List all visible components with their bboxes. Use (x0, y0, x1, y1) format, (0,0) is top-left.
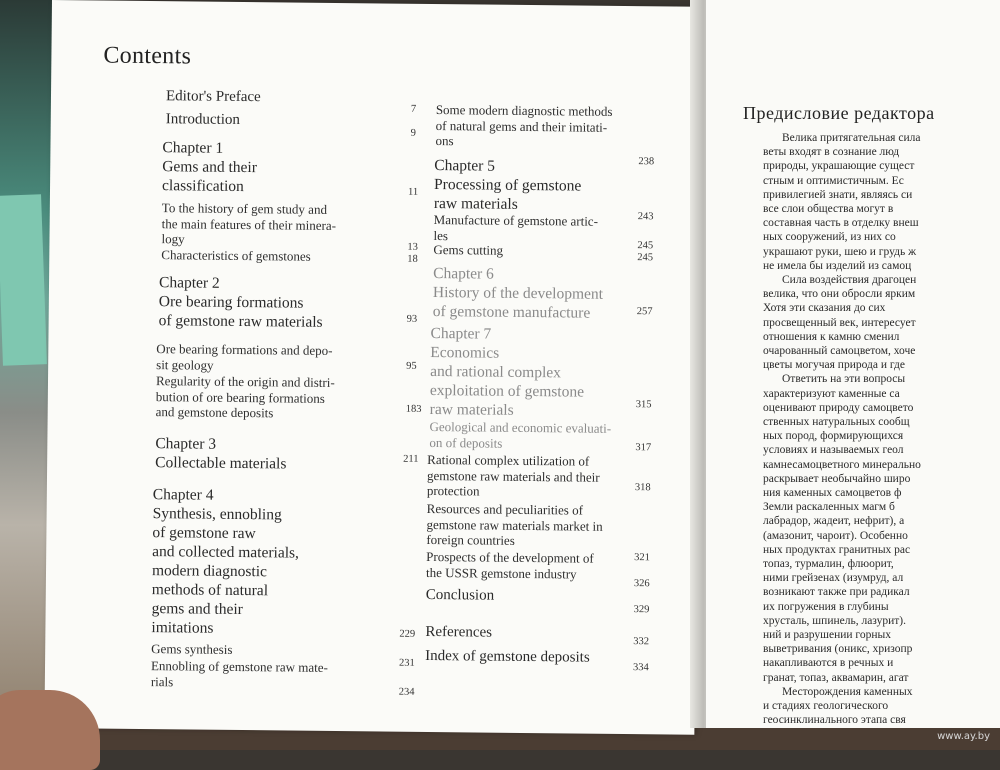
page-number: 229 (399, 628, 416, 640)
toc-right-entry (426, 501, 603, 549)
toc-left-entry (166, 87, 261, 106)
toc-right-entry (425, 623, 492, 642)
page-number: 315 (635, 399, 652, 411)
toc-entry-line: exploitation of gemstone (429, 381, 585, 401)
toc-entry-line: Characteristics of gemstones (161, 247, 311, 264)
toc-right-entry (430, 324, 585, 421)
toc-left-entry (151, 658, 328, 691)
preface-line: украшают руки, шею и грудь ж (763, 245, 917, 258)
toc-left-entry (151, 485, 299, 639)
chapter-heading: Chapter 6 (433, 265, 494, 283)
toc-entry-line: Gems cutting (433, 242, 504, 258)
preface-line: ственных натуральных сообщ (763, 416, 910, 428)
toc-entry-line: les (433, 227, 449, 243)
toc-right-entry (427, 452, 600, 500)
toc-entry-line: rials (150, 673, 174, 689)
preface-line: Земли раскаленных магм б (763, 501, 895, 514)
toc-entry-line: Ore bearing formations (158, 293, 304, 312)
toc-right-entry (429, 419, 611, 452)
page-number: 211 (403, 453, 419, 465)
preface-line: Месторождения каменных (782, 685, 913, 698)
toc-left-entry (161, 200, 336, 248)
preface-line: хрусталь, шпинель, лазурит). (763, 614, 906, 627)
page-number: 317 (635, 442, 652, 454)
toc-entry-line: on of deposits (429, 434, 503, 451)
preface-line: веты входят в сознание люд (763, 146, 900, 159)
toc-entry-line: modern diagnostic (151, 562, 268, 581)
toc-entry-line: foreign countries (426, 531, 515, 548)
toc-entry-line: methods of natural (151, 581, 269, 600)
toc-entry-line: bution of ore bearing formations (155, 388, 325, 406)
preface-line: возникают также при радикал (763, 586, 910, 599)
preface-line: геосинклинального этапа свя (763, 714, 906, 727)
toc-entry-line: Economics (430, 343, 500, 362)
page-number: 257 (636, 306, 653, 318)
preface-line: ними грейзенах (изумруд, ал (763, 572, 904, 585)
page-number: 318 (634, 482, 651, 494)
chapter-heading: Chapter 4 (152, 486, 214, 504)
preface-line: выветривания (оникс, хризопр (763, 643, 913, 656)
toc-left-entry (162, 138, 257, 196)
toc-right-entry (426, 549, 594, 582)
preface-line: (амазонит, чарoит). Особенно (763, 529, 908, 542)
toc-left-entry (156, 373, 335, 421)
preface-line: ных пород, формирующихся (763, 430, 904, 443)
toc-right-entry (433, 242, 503, 258)
preface-title: Предисловие редактора (743, 103, 935, 123)
toc-entry-line: Introduction (165, 111, 240, 128)
toc-left-entry (155, 434, 287, 473)
preface-line: привилегией знати, являясь си (763, 188, 913, 201)
toc-entry-line: Collectable materials (155, 454, 287, 473)
preface-line: очарованный самоцветом, хоче (763, 345, 916, 357)
page-number: 9 (410, 127, 416, 139)
toc-entry-line: Ore bearing formations and depo- (156, 341, 333, 358)
left-page (44, 0, 702, 735)
preface-line: составная часть в отделку внеш (763, 217, 919, 230)
toc-entry-line: Editor's Preface (165, 88, 261, 106)
toc-entry-line: To the history of gem study and (161, 200, 328, 217)
chapter-heading: Chapter 1 (162, 139, 224, 157)
toc-entry-line: Rational complex utilization of (427, 451, 590, 469)
toc-entry-line: Conclusion (425, 586, 495, 604)
toc-entry-line: imitations (151, 619, 214, 637)
toc-entry-line: and rational complex (430, 362, 562, 382)
toc-entry-line: sit geology (156, 356, 214, 373)
page-number: 245 (637, 252, 654, 264)
page-number: 93 (406, 313, 418, 325)
toc-right-entry (435, 102, 612, 150)
toc-left-entry (161, 247, 311, 264)
toc-entry-line: ons (435, 133, 454, 149)
chapter-heading: Chapter 2 (158, 274, 220, 292)
chapter-heading: Chapter 3 (155, 435, 217, 453)
toc-entry-line: gems and their (151, 600, 243, 619)
page-number: 95 (406, 360, 417, 372)
toc-entry-line: Gems synthesis (151, 641, 233, 657)
preface-line: Хотя эти сказания до сих (763, 302, 886, 315)
page-number: 332 (633, 636, 650, 648)
page-number: 321 (634, 552, 650, 564)
chapter-heading: Chapter 7 (430, 324, 492, 343)
toc-entry-line: of gemstone raw materials (158, 312, 323, 331)
page-number: 326 (633, 578, 650, 590)
right-page (706, 0, 1000, 728)
preface-line: условиях и называемых геол (763, 444, 904, 457)
page-number: 231 (399, 657, 415, 669)
toc-entry-line: and collected materials, (152, 543, 300, 562)
preface-line: накапливаются в речных и (763, 657, 894, 670)
preface-line: характеризуют каменные са (763, 387, 900, 400)
preface-line: стным и оптимистичным. Ес (763, 174, 904, 187)
preface-line: цветы могучая природа и где (763, 359, 905, 372)
preface-line: отношения к камню сменил (763, 330, 900, 343)
preface-line: и стадиях геологического (763, 700, 889, 712)
toc-entry-line: Index of gemstone deposits (425, 647, 590, 666)
toc-entry-line: the main features of their minera- (161, 215, 337, 233)
preface-line: ных продуктах гранитных рас (763, 543, 911, 556)
toc-entry-line: Processing of gemstone (433, 176, 582, 195)
preface-line: не имела бы изделий из самоц (763, 259, 912, 272)
page-number: 334 (632, 662, 649, 674)
preface-line: ных сооружений, из них со (763, 231, 896, 244)
toc-entry-line: Resources and peculiarities of (426, 500, 584, 518)
toc-entry-line: of natural gems and their imitati- (435, 117, 608, 135)
toc-right-entry (426, 586, 495, 605)
toc-entry-line: Ennobling of gemstone raw mate- (150, 658, 329, 675)
preface-line: камнесамоцветного минерально (763, 458, 921, 471)
page-number: 243 (637, 211, 654, 223)
toc-entry-line: References (425, 623, 493, 641)
toc-entry-line: Regularity of the origin and distri- (155, 373, 335, 390)
toc-left-entry (166, 110, 240, 129)
preface-line: Велика притягательная сила (782, 132, 921, 144)
preface-line: ния каменных самоцветов ф (763, 487, 902, 499)
toc-entry-line: protection (426, 482, 480, 499)
preface-line: просвещенный век, интересует (763, 316, 916, 329)
toc-entry-line: and gemstone deposits (155, 404, 274, 421)
toc-entry-line: Geological and economic evaluati- (429, 418, 612, 436)
page-number: 329 (633, 604, 650, 616)
preface-line: топаз, турмалин, флюорит, (763, 558, 894, 570)
contents-title: Contents (103, 42, 192, 70)
toc-entry-line: Some modern diagnostic methods (435, 102, 613, 119)
toc-entry-line: raw materials (429, 400, 514, 419)
page-number: 238 (638, 156, 655, 168)
preface-line: ний и разрушении горных (763, 629, 891, 641)
page-number: 7 (410, 103, 417, 115)
toc-right-entry (433, 212, 598, 245)
toc-entry-line: Prospects of the development of (426, 548, 594, 566)
sticky-note (0, 194, 47, 365)
toc-entry-line: gemstone raw materials market in (426, 516, 603, 534)
preface-line: все слои общества могут в (763, 203, 894, 215)
preface-line: природы, украшающие сущест (763, 160, 915, 173)
preface-line: Ответить на эти вопросы (782, 373, 906, 386)
toc-entry-line: Synthesis, ennobling (152, 505, 282, 524)
toc-left-entry (156, 341, 332, 374)
toc-left-entry (159, 273, 324, 332)
toc-right-entry (434, 156, 582, 215)
toc-entry-line: Manufacture of gemstone artic- (433, 212, 599, 229)
toc-left-entry (151, 641, 232, 657)
toc-entry-line: Gems and their (162, 158, 258, 177)
toc-entry-line: of gemstone manufacture (432, 303, 591, 322)
page-number: 11 (407, 186, 419, 198)
preface-line: велика, что они обросли ярким (763, 288, 916, 301)
preface-line: лабрадор, жадеит, нефрит), а (763, 515, 905, 528)
preface-line: оценивают природу самоцвето (763, 401, 914, 414)
toc-entry-line: gemstone raw materials and their (426, 467, 600, 485)
preface-line: Сила воздействия драгоцен (782, 274, 917, 286)
toc-entry-line: the USSR gemstone industry (425, 564, 577, 582)
toc-entry-line: raw materials (433, 195, 518, 213)
toc-entry-line: of gemstone raw (152, 524, 256, 543)
page-number: 245 (637, 240, 654, 252)
preface-line: их погружения в глубины (763, 600, 889, 613)
toc-entry-line: classification (161, 177, 244, 196)
chapter-heading: Chapter 5 (434, 157, 496, 175)
page-number: 183 (405, 403, 422, 415)
page-number: 18 (407, 253, 418, 265)
toc-right-entry (433, 264, 604, 323)
preface-line: раскрывает необычайно широ (763, 472, 911, 485)
watermark-text: www.ay.by (937, 731, 990, 742)
page-number: 13 (407, 241, 418, 253)
preface-line: гранат, топаз, аквамарин, агат (763, 671, 909, 684)
toc-entry-line: logy (161, 231, 185, 247)
toc-right-entry (425, 647, 590, 667)
toc-entry-line: History of the development (432, 284, 604, 303)
page-number: 234 (398, 686, 415, 698)
